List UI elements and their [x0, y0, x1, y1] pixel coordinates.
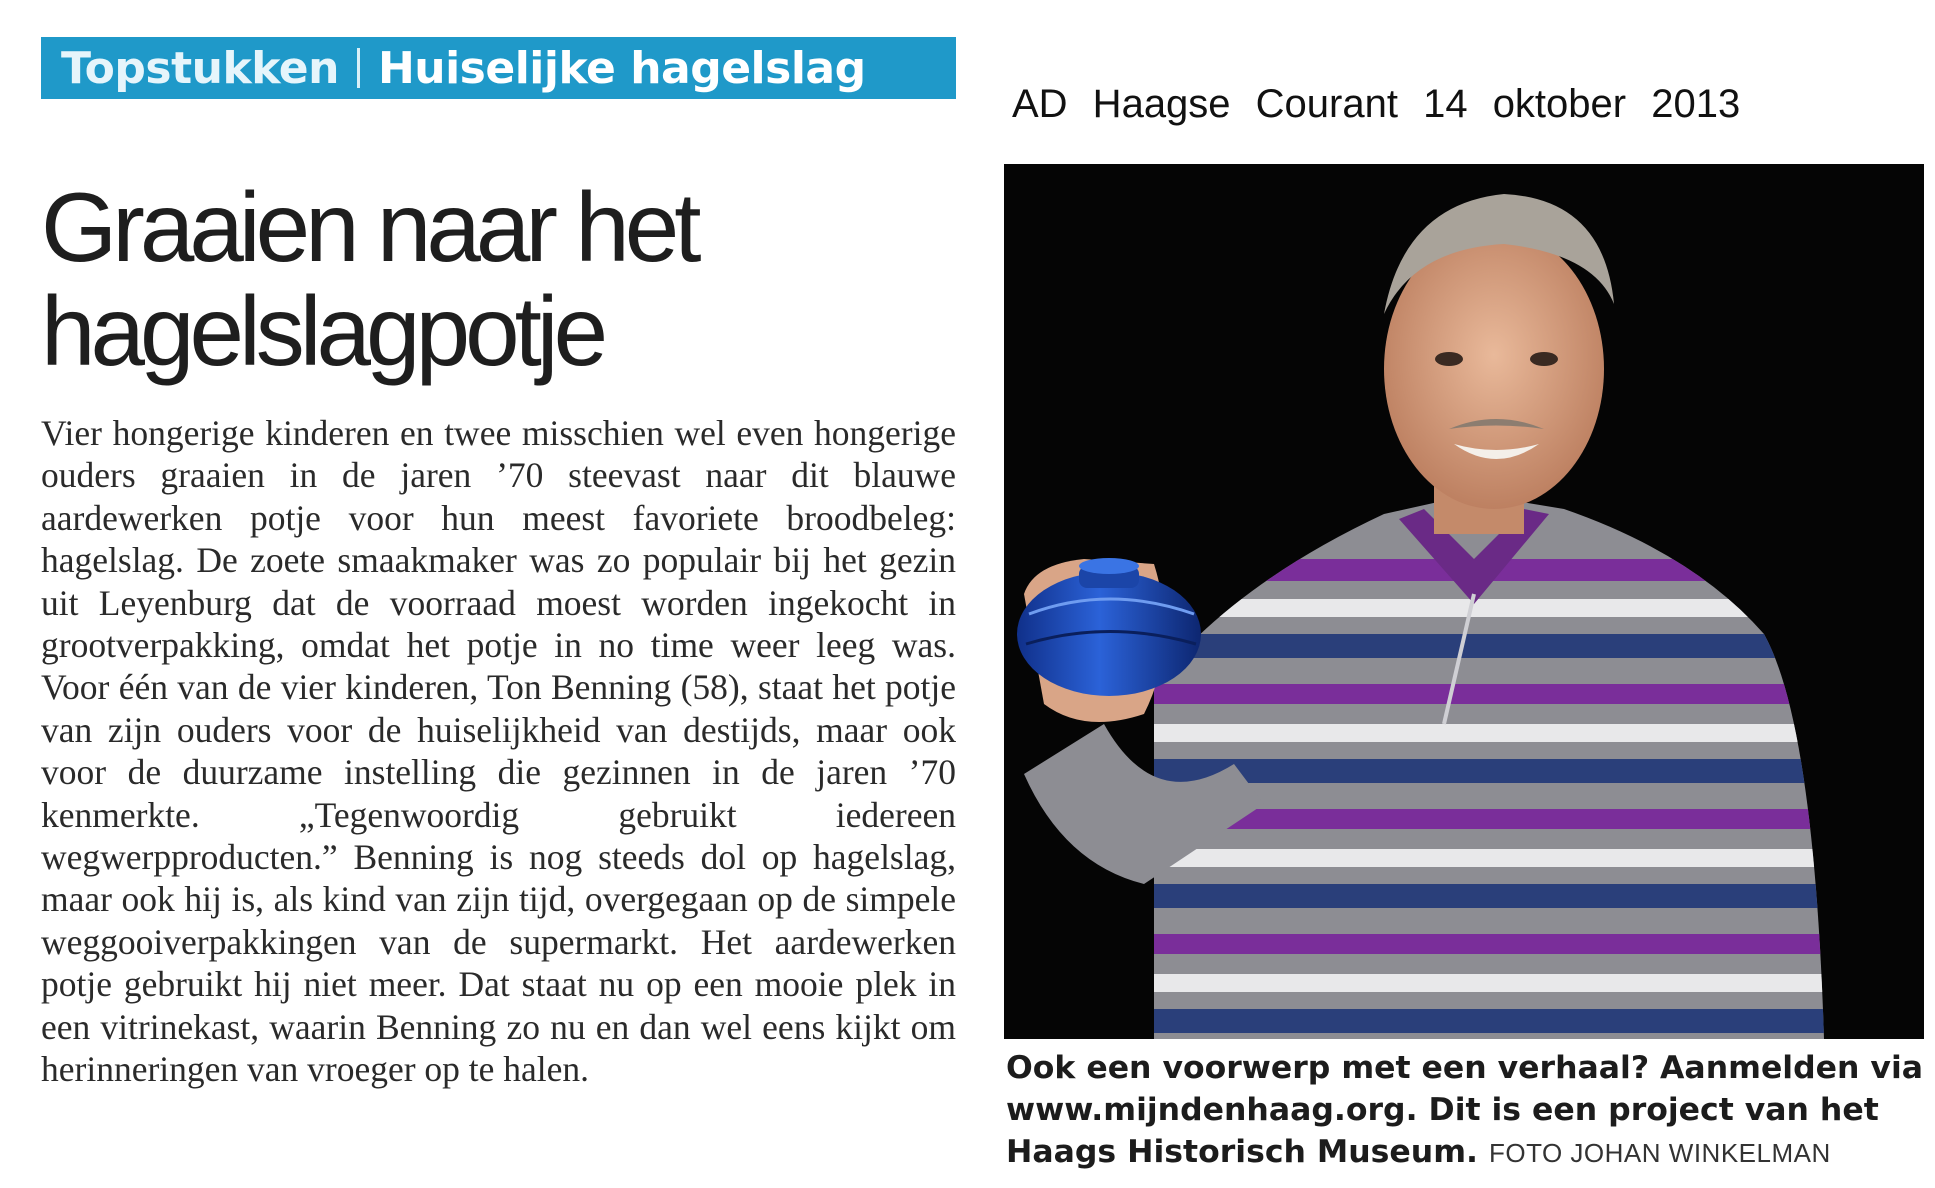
article-body: Vier hongerige kinderen en twee misschien wel even hongerige ouders graaien in de jaren ’70 steevast naar dit blauwe aardewerken potje voor hun meest favoriete broodbeleg: hagelslag. De zoete smaakmaker was zo populair bij het gezin uit Leyenburg dat de voorraad moest worden ingekocht in grootverpakking, omdat het potje in no time weer leeg was. Voor één van de vier kinderen, Ton Benning (58), staat het potje van zijn ouders voor de huiselijkheid van destijds, maar ook voor de duurzame instelling die gezinnen in de jaren ’70 kenmerkte. „Tegenwoordig gebruikt iedereen wegwerpproducten.” Benning is nog steeds dol op hagelslag, maar ook hij is, als kind van zijn tijd, overgegaan op de simpele weggooiverpakkingen van de supermarkt. Het aardewerken potje gebruikt hij niet meer. Dat staat nu op een mooie plek in een vitrinekast, waarin Benning zo nu en dan wel eens kijkt om herinneringen van vroeger op te halen.	[41, 413, 956, 1090]
sweater	[1104, 494, 1904, 1039]
publication-info: AD Haagse Courant 14 oktober 2013	[1012, 82, 1741, 126]
photo-caption	[1006, 1047, 1926, 1174]
section-banner	[41, 37, 956, 99]
caption-text: Ook een voorwerp met een verhaal? Aanmelden via www.mijndenhaag.org. Dit is een project van het Haags Historisch Museum.	[1006, 1050, 1923, 1170]
topic-label: Huiselijke hagelslag	[377, 42, 866, 94]
portrait-illustration	[1004, 164, 1924, 1039]
headline: Graaien naar het hagelslagpotje	[41, 172, 697, 386]
head	[1384, 194, 1614, 534]
article-photo	[1004, 164, 1924, 1039]
section-label: Topstukken	[61, 42, 339, 94]
banner-divider	[357, 48, 360, 88]
photo-credit: FOTO JOHAN WINKELMAN	[1488, 1138, 1831, 1168]
